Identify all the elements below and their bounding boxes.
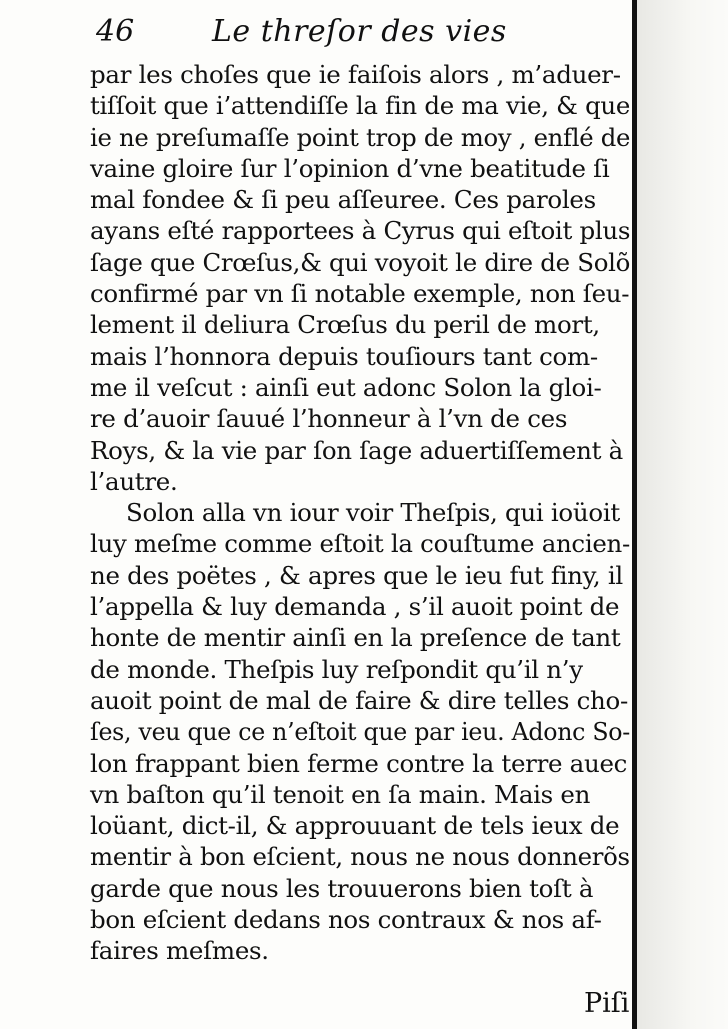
text-line: vn baſton qu’il tenoit en ſa main. Mais en xyxy=(90,779,591,809)
running-title: Le threſor des vies xyxy=(212,14,507,49)
text-line: auoit point de mal de faire & dire telles cho- xyxy=(90,685,628,715)
text-line: l’appella & luy demanda , s’il auoit point de xyxy=(90,592,620,622)
page-header xyxy=(96,14,616,54)
catchword: Piſi xyxy=(584,988,630,1019)
text-line: ne des poëtes , & apres que le ieu fut finy, il xyxy=(90,560,623,590)
text-line: re d’auoir ſauué l’honneur à l’vn de ces xyxy=(90,404,568,434)
text-line: bon eſcient dedans nos contraux & nos af- xyxy=(90,905,602,935)
text-line: mentir à bon eſcient, nous ne nous donnerõs xyxy=(90,842,630,872)
gutter-shadow xyxy=(637,0,728,1029)
text-line: lon frappant bien ferme contre la terre auec xyxy=(90,748,628,778)
text-line: garde que nous les trouuerons bien toſt à xyxy=(90,873,594,903)
text-line: de monde. Theſpis luy reſpondit qu’il n’y xyxy=(90,654,583,684)
text-line: ayans eſté rapportees à Cyrus qui eſtoit plus xyxy=(90,216,631,246)
text-line: ſes, veu que ce n’eſtoit que par ieu. Adonc So- xyxy=(90,717,630,747)
text-line: Roys, & la vie par ſon ſage aduertiſſement à xyxy=(90,435,623,465)
text-line: ſage que Crœſus,& qui voyoit le dire de Solõ xyxy=(90,247,631,277)
page-number: 46 xyxy=(96,14,135,49)
text-line: vaine gloire ſur l’opinion d’vne beatitude ſi xyxy=(90,153,610,183)
text-line: tiſſoit que i’attendiſſe la fin de ma vie, & que xyxy=(90,91,631,121)
text-line: Solon alla vn iour voir Theſpis, qui ioüoit xyxy=(126,498,620,528)
text-line: mais l’honnora depuis touſiours tant com- xyxy=(90,341,598,371)
paragraph-1 xyxy=(90,59,630,497)
text-line: me il veſcut : ainſi eut adonc Solon la gloi- xyxy=(90,372,602,402)
text-line: loüant, dict-il, & approuuant de tels ieux de xyxy=(90,811,620,841)
text-line: luy meſme comme eſtoit la couſtume ancien- xyxy=(90,529,630,559)
body-text xyxy=(90,59,630,967)
text-line: faires meſmes. xyxy=(90,936,269,966)
text-line: mal fondee & ſi peu aſſeuree. Ces paroles xyxy=(90,185,596,215)
page-edge-line xyxy=(632,0,637,1029)
paragraph-2 xyxy=(90,497,630,966)
text-line: par les choſes que ie faiſois alors , m’aduer- xyxy=(90,60,621,89)
text-line: ie ne preſumaſſe point trop de moy , enflé de xyxy=(90,122,631,152)
text-line: honte de mentir ainſi en la preſence de tant xyxy=(90,623,621,653)
text-line: confirmé par vn ſi notable exemple, non ſeu- xyxy=(90,279,630,309)
text-line: l’autre. xyxy=(90,466,178,496)
text-line: lement il deliura Crœſus du peril de mort, xyxy=(90,310,600,340)
